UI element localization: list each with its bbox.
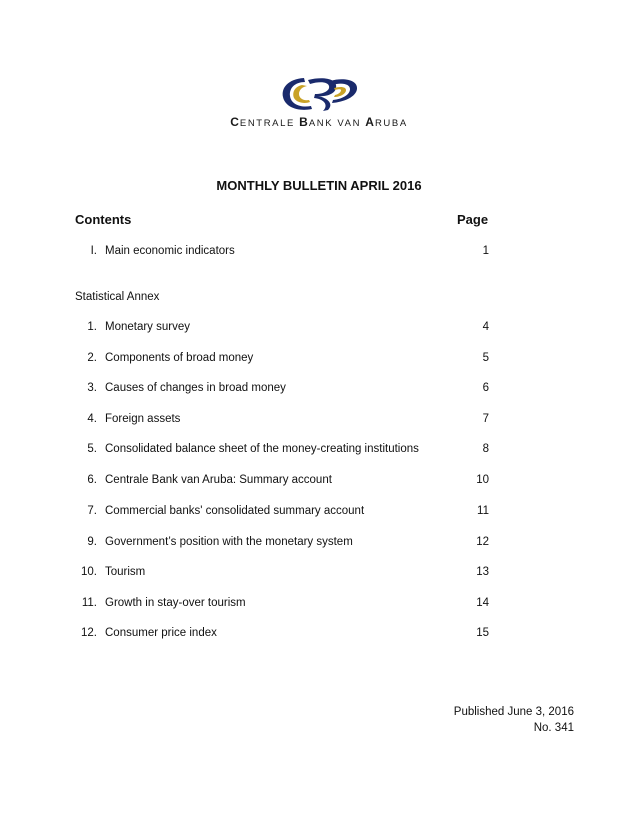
toc-row[interactable]: [0, 474, 638, 490]
toc-number: I.: [90, 245, 97, 257]
contents-heading: Contents: [75, 212, 132, 227]
toc-row[interactable]: [0, 627, 638, 643]
toc-number: 2.: [87, 352, 97, 364]
toc-page: 8: [482, 443, 489, 455]
toc-row[interactable]: [0, 566, 638, 582]
toc-row[interactable]: [0, 382, 638, 398]
bank-name-rest: ANK VAN: [308, 118, 366, 129]
toc-label: Government’s position with the monetary system: [105, 536, 353, 548]
toc-page: 14: [476, 597, 489, 609]
toc-page: 12: [476, 536, 489, 548]
toc-number: 11.: [81, 597, 97, 609]
toc-label: Main economic indicators: [105, 245, 235, 257]
toc-label: Monetary survey: [105, 321, 191, 333]
toc-number: 10.: [81, 566, 97, 578]
toc-label: Centrale Bank van Aruba: Summary account: [105, 474, 332, 486]
toc-row-main-economic-indicators[interactable]: [0, 245, 638, 261]
toc-row[interactable]: [0, 597, 638, 613]
toc-label: Growth in stay-over tourism: [105, 597, 246, 609]
toc-row[interactable]: [0, 413, 638, 429]
published-date: Published June 3, 2016: [453, 706, 574, 718]
statistical-annex-heading: Statistical Annex: [75, 291, 160, 303]
toc-number: 6.: [87, 474, 97, 486]
toc-page: 15: [476, 627, 489, 639]
document-title: MONTHLY BULLETIN APRIL 2016: [216, 178, 422, 193]
toc-number: 12.: [81, 627, 97, 639]
toc-row[interactable]: [0, 321, 638, 337]
toc-number: 7.: [87, 505, 97, 517]
bank-name-initial: B: [299, 115, 309, 129]
publication-info: [454, 704, 574, 736]
toc-page: 10: [476, 474, 489, 486]
bank-name-initial: A: [365, 115, 375, 129]
toc-page: 6: [482, 382, 489, 394]
toc-label: Causes of changes in broad money: [105, 382, 286, 394]
cbva-logo-icon: [278, 72, 362, 116]
toc-page: 1: [482, 245, 489, 257]
toc-label: Foreign assets: [105, 413, 181, 425]
toc-number: 4.: [87, 413, 97, 425]
toc-number: 3.: [87, 382, 97, 394]
toc-label: Commercial banks' consolidated summary account: [105, 505, 365, 517]
toc-row[interactable]: [0, 443, 638, 459]
toc-label: Consolidated balance sheet of the money-creating institutions: [105, 443, 419, 455]
bank-name-rest: RUBA: [374, 118, 408, 129]
toc-page: 11: [477, 505, 489, 517]
toc-page: 7: [482, 413, 489, 425]
toc-number: 9.: [87, 536, 97, 548]
toc-label: Tourism: [105, 566, 146, 578]
issue-number: No. 341: [533, 722, 574, 734]
toc-row[interactable]: [0, 505, 638, 521]
page-column-heading: Page: [457, 212, 489, 227]
toc-page: 4: [482, 321, 489, 333]
toc-row[interactable]: [0, 352, 638, 368]
toc-row[interactable]: [0, 536, 638, 552]
toc-number: 5.: [87, 443, 97, 455]
bank-name-rest: ENTRALE: [239, 118, 300, 129]
toc-number: 1.: [87, 321, 97, 333]
toc-label: Components of broad money: [105, 352, 254, 364]
toc-page: 13: [476, 566, 489, 578]
bank-name-initial: C: [230, 115, 240, 129]
bank-name: [0, 115, 638, 129]
toc-label: Consumer price index: [105, 627, 217, 639]
toc-page: 5: [482, 352, 489, 364]
